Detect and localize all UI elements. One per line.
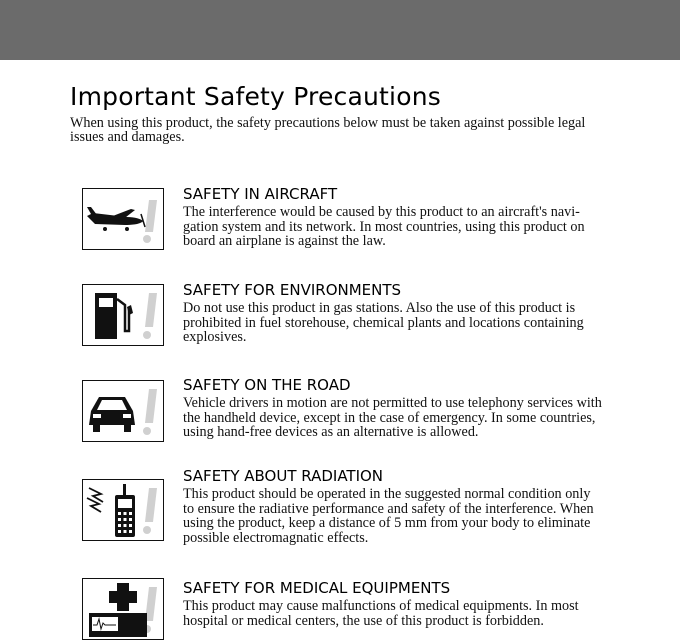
section-heading: SAFETY FOR ENVIRONMENTS bbox=[183, 281, 402, 299]
section-body: Do not use this product in gas stations. Also the use of this product is prohibited in fuel storehouse, chemical plants and locations containing explosives. bbox=[183, 300, 584, 345]
header-bar bbox=[0, 0, 680, 60]
radiation-phone-icon bbox=[82, 479, 164, 541]
fuel-pump-icon bbox=[82, 284, 164, 346]
airplane-icon bbox=[82, 188, 164, 250]
section-heading: SAFETY ABOUT RADIATION bbox=[183, 467, 384, 485]
section-body: Vehicle drivers in motion are not permitted to use telephony services with the handheld device, except in the case of emergency. In some countries, using hand-free devices as an alternative is allowed. bbox=[183, 395, 602, 440]
section-body: This product should be operated in the suggested normal condition only to ensure the radiative performance and safety of the interference. When using the product, keep a distance of 5 mm from your body to eliminate possible electromagnatic effects. bbox=[183, 486, 594, 546]
section-heading: SAFETY IN AIRCRAFT bbox=[183, 185, 338, 203]
intro-text: When using this product, the safety precautions below must be taken against possible legal issues and damages. bbox=[70, 115, 586, 145]
section-body: The interference would be caused by this product to an aircraft's navi-gation system and its network. In most countries, using this product on board an airplane is against the law. bbox=[183, 204, 585, 249]
section-heading: SAFETY FOR MEDICAL EQUIPMENTS bbox=[183, 579, 451, 597]
page-title: Important Safety Precautions bbox=[70, 82, 441, 111]
medical-icon bbox=[82, 578, 164, 640]
car-icon bbox=[82, 380, 164, 442]
section-heading: SAFETY ON THE ROAD bbox=[183, 376, 351, 394]
section-body: This product may cause malfunctions of medical equipments. In most hospital or medical centers, the use of this product is forbidden. bbox=[183, 598, 579, 629]
